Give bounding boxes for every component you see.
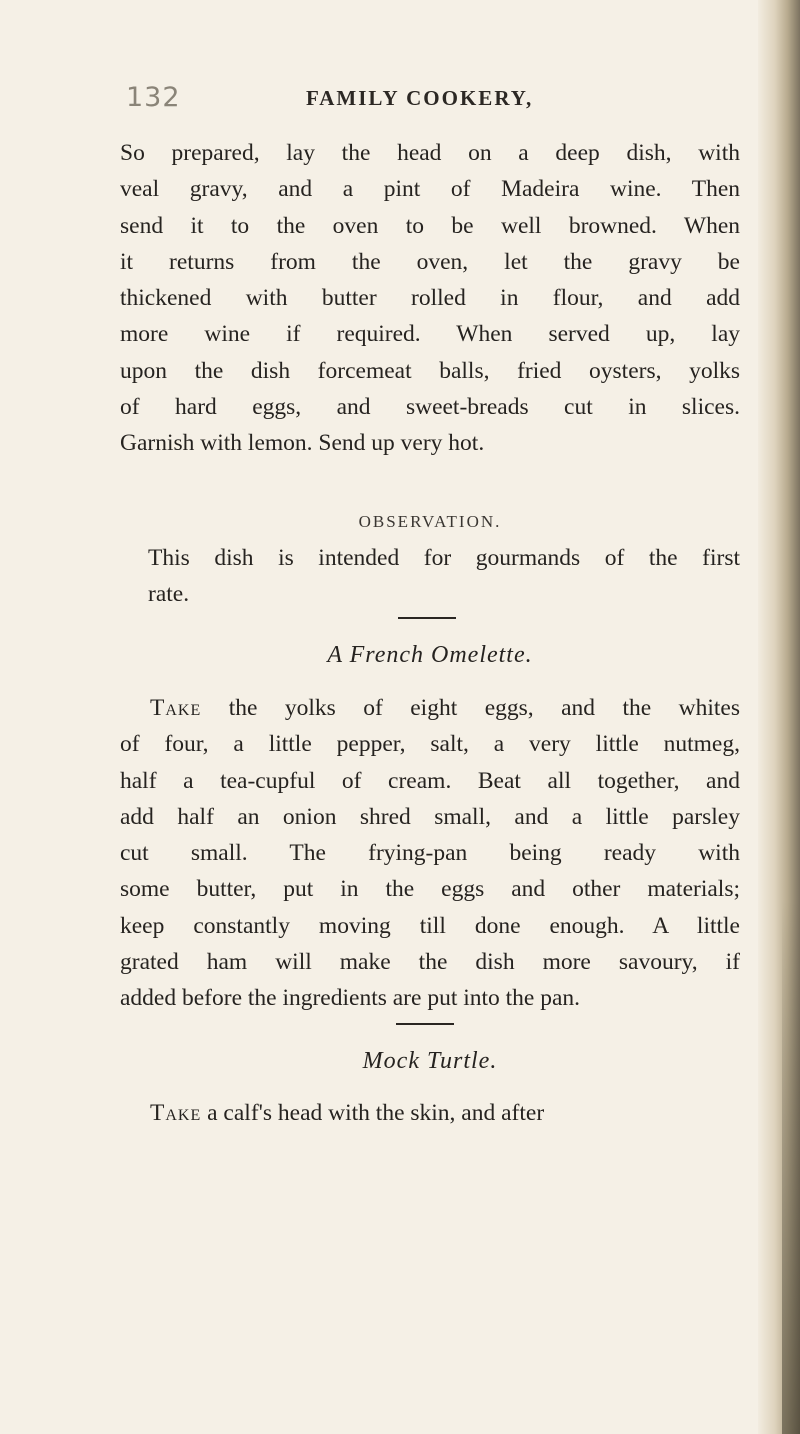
running-title: FAMILY COOKERY, xyxy=(306,86,534,110)
recipe-paragraph xyxy=(120,1095,740,1131)
section-divider xyxy=(398,617,456,619)
text-line-rest: a calf's head with the skin, and after xyxy=(201,1100,545,1126)
text-line: added before the ingredients are put into the pan. xyxy=(120,985,581,1012)
text-line: veal gravy, and a pint of Madeira wine. Then xyxy=(120,176,740,203)
text-line: more wine if required. When served up, lay xyxy=(120,321,740,348)
text-line: add half an onion shred small, and a little parsley xyxy=(120,803,740,830)
text-line: Garnish with lemon. Send up very hot. xyxy=(120,430,485,457)
text-line xyxy=(120,690,740,726)
continuation-paragraph xyxy=(120,135,740,462)
text-line: grated ham will make the dish more savoury, if xyxy=(120,949,740,976)
text-line: it returns from the oven, let the gravy be xyxy=(120,248,740,275)
running-head xyxy=(126,82,746,122)
text-line: of four, a little pepper, salt, a very little nutmeg, xyxy=(120,731,740,758)
text-line: This dish is intended for gourmands of the first xyxy=(148,545,740,571)
text-line: upon the dish forcemeat balls, fried oysters, yolks xyxy=(120,357,740,384)
text-line: So prepared, lay the head on a deep dish, with xyxy=(120,140,740,166)
text-line-rest: the yolks of eight eggs, and the whites xyxy=(201,695,740,721)
recipe-title: A French Omelette. xyxy=(327,642,533,668)
text-line: keep constantly moving till done enough. A little xyxy=(120,912,740,939)
observation-paragraph xyxy=(120,540,740,613)
lead-word: Take xyxy=(150,695,202,721)
text-line xyxy=(120,1095,740,1131)
lead-word: Take xyxy=(150,1100,202,1126)
page-edge-dark-corner xyxy=(782,900,800,1434)
page-number: 132 xyxy=(126,82,181,113)
recipe-title: Mock Turtle. xyxy=(362,1048,498,1074)
text-line: half a tea-cupful of cream. Beat all together, and xyxy=(120,767,740,794)
section-divider xyxy=(396,1023,454,1025)
recipe-paragraph xyxy=(120,690,740,1017)
text-line: some butter, put in the eggs and other materials; xyxy=(120,876,740,903)
text-line: thickened with butter rolled in flour, and add xyxy=(120,285,740,312)
text-line: send it to the oven to be well browned. When xyxy=(120,212,740,239)
text-line: of hard eggs, and sweet-breads cut in slices. xyxy=(120,394,740,421)
text-line: rate. xyxy=(148,581,190,608)
observation-heading: OBSERVATION. xyxy=(358,512,502,531)
text-line: cut small. The frying-pan being ready with xyxy=(120,840,740,867)
